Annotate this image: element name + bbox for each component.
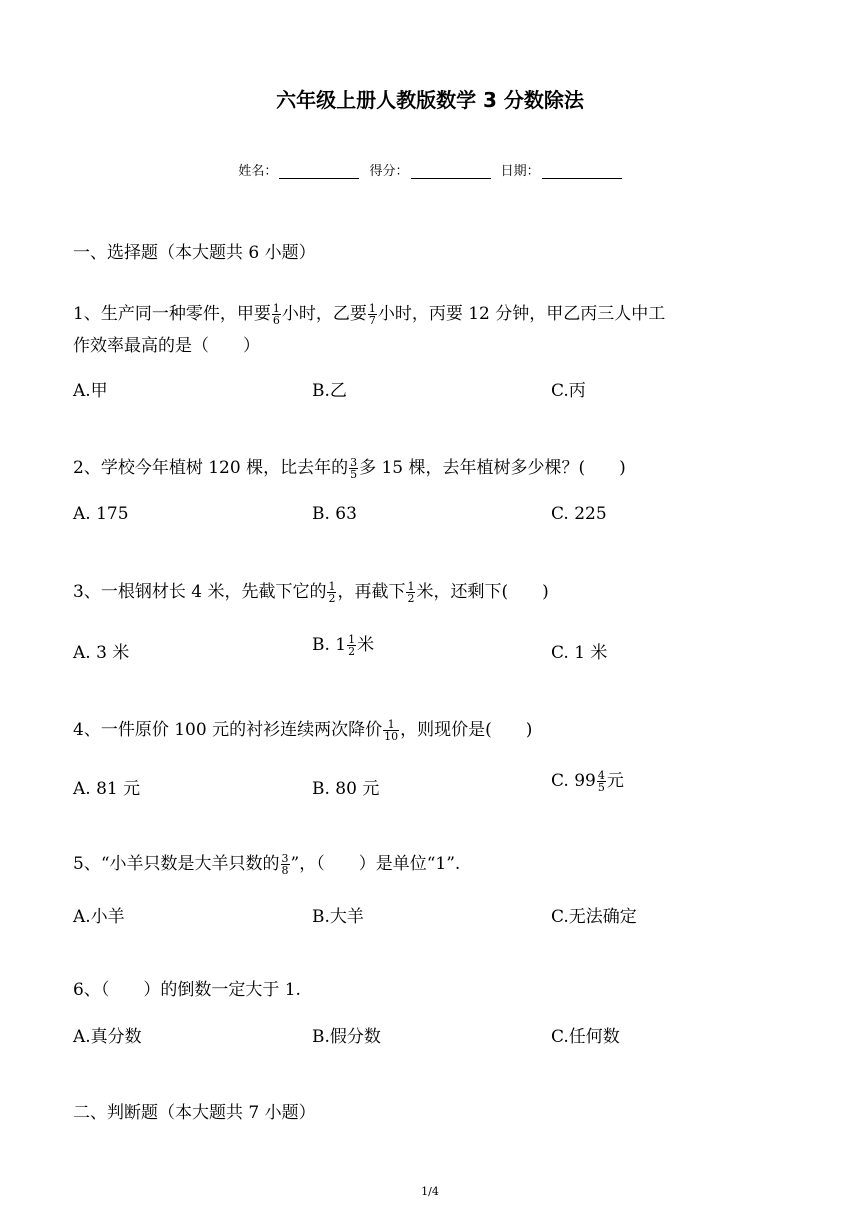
q2-text-1: 2、学校今年植树 120 棵，比去年的 [73, 458, 349, 478]
question-1 [73, 298, 773, 362]
q1-text-4: 作效率最高的是（ ） [73, 336, 260, 356]
fraction-denominator: 5 [350, 468, 358, 481]
fraction-denominator: 2 [407, 592, 415, 605]
fraction [347, 634, 356, 657]
question-2 [73, 452, 773, 484]
q2-option-c[interactable]: C. 225 [551, 504, 607, 524]
fraction [349, 457, 358, 480]
fraction-denominator: 6 [272, 314, 280, 327]
fraction-numerator: 1 [328, 580, 336, 593]
q4-option-c-whole: C. 99 [551, 771, 596, 791]
q3-option-c[interactable]: C. 1 米 [551, 643, 608, 663]
name-field[interactable] [238, 160, 359, 179]
question-5 [73, 848, 773, 880]
fraction-denominator: 2 [348, 645, 356, 658]
fraction-numerator: 3 [281, 852, 289, 865]
fraction-numerator: 4 [597, 769, 605, 782]
fraction [597, 770, 606, 793]
fraction-denominator: 7 [368, 314, 376, 327]
q3-option-b-whole: B. 1 [312, 635, 347, 655]
q4-text-2: ，则现价是( ) [400, 720, 533, 740]
q6-option-b[interactable]: B.假分数 [312, 1027, 381, 1047]
q4-option-c-unit: 元 [606, 771, 624, 791]
score-blank[interactable] [411, 164, 491, 179]
section-heading-choice: 一、选择题（本大题共 6 小题） [73, 243, 316, 263]
fraction [368, 303, 377, 326]
fraction-denominator: 8 [281, 864, 289, 877]
score-field[interactable] [369, 160, 490, 179]
fraction-denominator: 10 [384, 730, 399, 743]
question-4 [73, 714, 773, 746]
q6-option-a[interactable]: A.真分数 [73, 1027, 142, 1047]
q1-option-c[interactable]: C.丙 [551, 381, 586, 401]
q6-option-c[interactable]: C.任何数 [551, 1027, 620, 1047]
name-label: 姓名： [238, 164, 278, 179]
fraction-numerator: 1 [272, 302, 280, 315]
fraction-denominator: 2 [328, 592, 336, 605]
fraction-denominator: 5 [597, 781, 605, 794]
q5-option-a[interactable]: A.小羊 [73, 907, 125, 927]
page-number: 1/4 [421, 1185, 439, 1198]
q1-option-a[interactable]: A.甲 [73, 381, 108, 401]
score-label: 得分： [369, 164, 409, 179]
fraction [406, 581, 415, 604]
fraction [327, 581, 336, 604]
q1-text-1: 1、生产同一种零件，甲要 [73, 304, 271, 324]
q5-text-1: 5、“小羊只数是大羊只数的 [73, 854, 280, 874]
q2-option-b[interactable]: B. 63 [312, 504, 357, 524]
student-info-row [0, 160, 860, 179]
fraction-numerator: 1 [368, 302, 376, 315]
q4-option-a[interactable]: A. 81 元 [73, 779, 141, 799]
question-6: 6、（ ）的倒数一定大于 1. [73, 980, 301, 1000]
fraction-numerator: 3 [350, 456, 358, 469]
q4-option-c[interactable] [551, 766, 624, 793]
q1-text-3: 小时，丙要 12 分钟，甲乙丙三人中工 [377, 304, 666, 324]
q2-text-2: 多 15 棵，去年植树多少棵？( ) [359, 458, 626, 478]
q5-option-b[interactable]: B.大羊 [312, 907, 364, 927]
q3-text-2: ，再截下 [337, 582, 406, 602]
q3-text-1: 3、一根钢材长 4 米，先截下它的 [73, 582, 327, 602]
q3-option-b[interactable] [312, 630, 374, 657]
q1-text-2: 小时，乙要 [281, 304, 367, 324]
fraction-numerator: 1 [407, 580, 415, 593]
section-heading-judgement: 二、判断题（本大题共 7 小题） [73, 1103, 316, 1123]
name-blank[interactable] [279, 164, 359, 179]
q1-option-b[interactable]: B.乙 [312, 381, 347, 401]
q4-text-1: 4、一件原价 100 元的衬衫连续两次降价 [73, 720, 383, 740]
fraction [272, 303, 281, 326]
date-blank[interactable] [542, 164, 622, 179]
date-label: 日期： [500, 164, 540, 179]
fraction [383, 719, 399, 742]
page-title: 六年级上册人教版数学 3 分数除法 [276, 88, 584, 112]
q4-option-b[interactable]: B. 80 元 [312, 779, 380, 799]
date-field[interactable] [501, 160, 622, 179]
q2-option-a[interactable]: A. 175 [73, 504, 129, 524]
q3-option-a[interactable]: A. 3 米 [73, 643, 130, 663]
fraction-numerator: 1 [383, 719, 399, 731]
fraction-numerator: 1 [348, 633, 356, 646]
fraction [281, 853, 290, 876]
q3-option-b-unit: 米 [357, 635, 375, 655]
q3-text-3: 米，还剩下( ) [416, 582, 549, 602]
question-3 [73, 576, 773, 608]
q5-option-c[interactable]: C.无法确定 [551, 907, 637, 927]
q5-text-2: ”，（ ）是单位“1”. [290, 854, 461, 874]
